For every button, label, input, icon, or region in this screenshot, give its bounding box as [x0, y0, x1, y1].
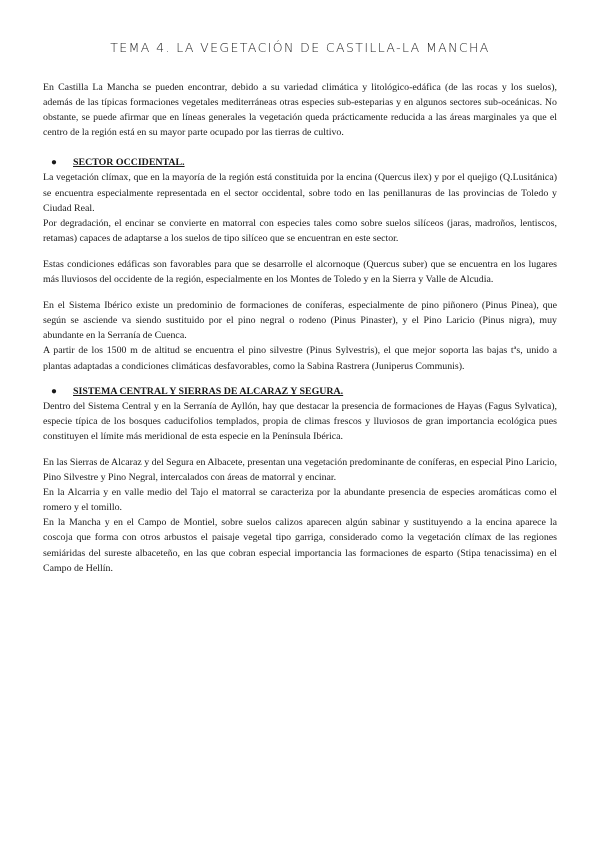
paragraph: En la Alcarria y en valle medio del Tajo el matorral se caracteriza por la abundante presencia de especies aromáticas como el romero y el tomillo.	[43, 487, 557, 514]
paragraph: En las Sierras de Alcaraz y del Segura en Albacete, presentan una vegetación predominante de coníferas, en especial Pino Laricio, Pino Silvestre y Pino Negral, intercalados con áreas de matorral y encinar.	[43, 456, 557, 484]
bullet-icon: ●	[51, 385, 57, 397]
intro-paragraph: En Castilla La Mancha se pueden encontrar, debido a su variedad climática y litológico-edáfica (de las rocas y los suelos), además de las típicas formaciones vegetales mediterráneas otras especies sub-esteparias y en algunos sectores sub-oceánicas. No obstante, se puede afirmar que en líneas generales la vegetación queda prácticamente reducida a las áreas marginales ya que el centro de la región está en su mayor parte ocupado por las tierras de cultivo.	[43, 82, 557, 139]
section-heading-central	[43, 384, 557, 399]
section-heading-occidental	[43, 155, 557, 170]
bullet-icon: ●	[51, 157, 57, 169]
document-body	[43, 80, 557, 576]
document-title: TEMA 4. LA VEGETACIÓN DE CASTILLA-LA MANCHA	[110, 40, 490, 55]
paragraph: Dentro del Sistema Central y en la Serranía de Ayllón, hay que destacar la presencia de formaciones de Hayas (Fagus Sylvatica), especie típica de los bosques caducifolios templados, propia de climas frescos y lluviosos de gran importancia ecológica pues constituyen el límite más meridional de esta especie en la Península Ibérica.	[43, 400, 557, 442]
paragraph: Estas condiciones edáficas son favorables para que se desarrolle el alcornoque (Quercus suber) que se encuentra en los lugares más lluviosos del occidente de la región, especialmente en los Montes de Toledo y en la Sierra y Valle de Alcudia.	[43, 258, 557, 286]
paragraph: Por degradación, el encinar se convierte en matorral con especies tales como sobre suelos silíceos (jaras, madroños, lentiscos, retamas) capaces de adaptarse a los suelos de tipo silíceo que se encuentran en este sector.	[43, 217, 557, 244]
section-heading-text: SISTEMA CENTRAL Y SIERRAS DE ALCARAZ Y SEGURA.	[73, 385, 344, 397]
paragraph: A partir de los 1500 m de altitud se encuentra el pino silvestre (Pinus Sylvestris), el que mejor soporta las bajas tªs, unido a plantas adaptadas a condiciones climáticas desfavorables, como la Sabina Rastrera (Juniperus Communis).	[43, 345, 557, 372]
paragraph: En el Sistema Ibérico existe un predominio de formaciones de coníferas, especialmente de pino piñonero (Pinus Pinea), que según se asciende va siendo sustituido por el pino negral o rodeno (Pinus Pinaster), y el Pino Laricio (Pinus nigra), muy abundante en la Serranía de Cuenca.	[43, 300, 557, 342]
paragraph: La vegetación clímax, que en la mayoría de la región está constituida por la encina (Quercus ilex) y por el quejigo (Q.Lusitánica) se encuentra especialmente representada en el sector occidental, sobre todo en las penillanuras de las provincias de Toledo y Ciudad Real.	[43, 172, 557, 214]
paragraph: En la Mancha y en el Campo de Montiel, sobre suelos calizos aparecen algún sabinar y sustituyendo a la encina aparece la coscoja que forma con otros arbustos el paisaje vegetal tipo garriga, considerado como la vegetación clímax de las regiones semiáridas del sureste albaceteño, en las que cobran especial importancia las formaciones de esparto (Stipa tenacissima) en el Campo de Hellín.	[43, 517, 557, 574]
section-heading-text: SECTOR OCCIDENTAL.	[73, 157, 185, 169]
